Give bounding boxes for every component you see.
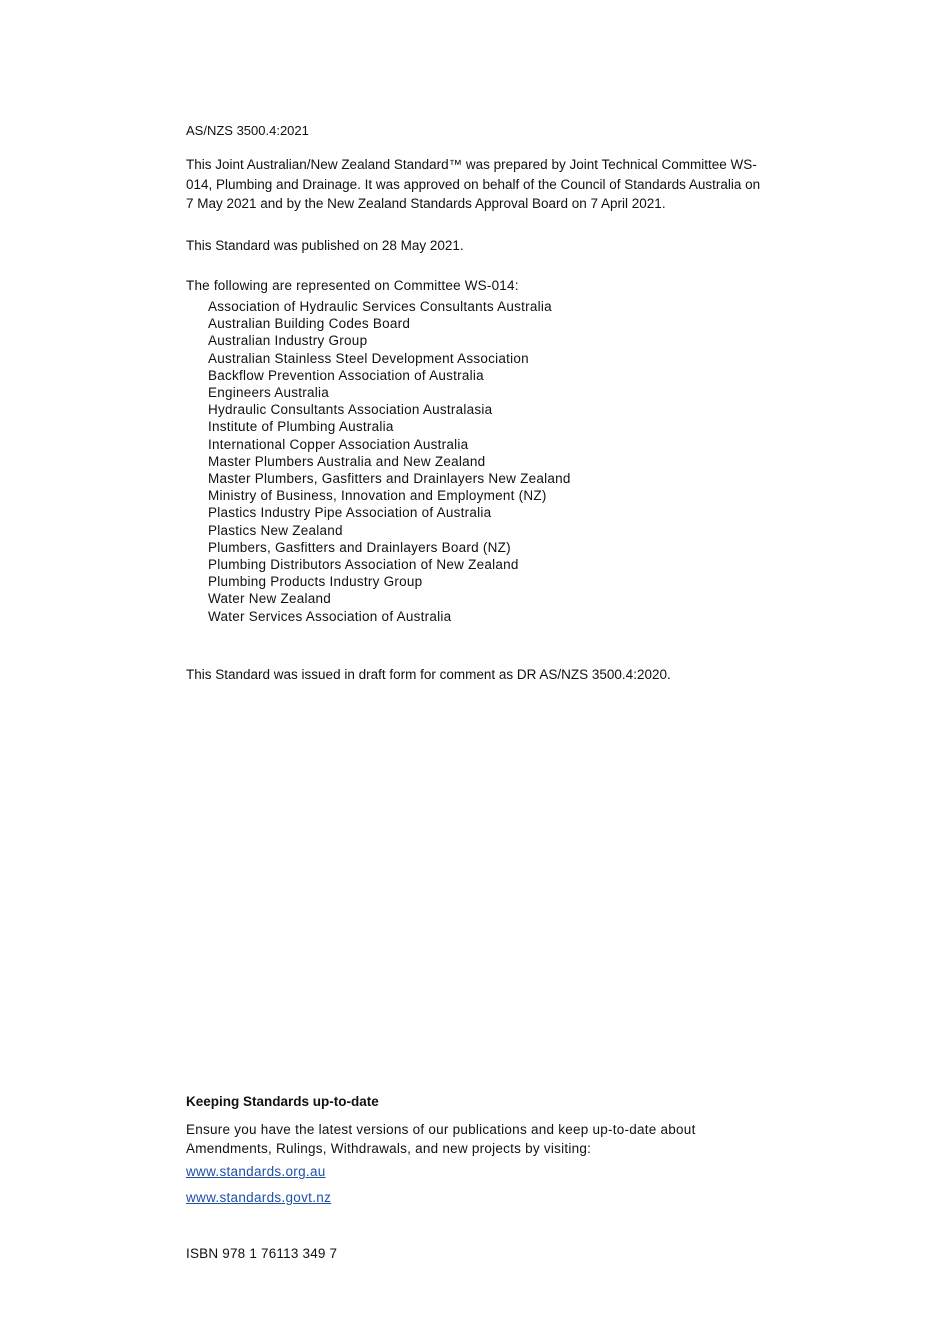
list-item: Australian Industry Group — [208, 333, 368, 349]
publication-date-statement: This Standard was published on 28 May 2021. — [186, 238, 464, 253]
list-item: Plumbing Products Industry Group — [208, 574, 423, 590]
preparation-statement: This Joint Australian/New Zealand Standard™ was prepared by Joint Technical Committee WS-014, Plumbing and Drainage. It was approved on behalf of the Council of Standards Australia on 7 May 2021 and by the New Zealand Standards Approval Board on 7 April 2021. — [186, 157, 761, 211]
list-item: Institute of Plumbing Australia — [208, 419, 394, 435]
keeping-up-to-date-heading: Keeping Standards up-to-date — [186, 1094, 379, 1109]
standards-australia-link[interactable]: www.standards.org.au — [186, 1164, 326, 1179]
keeping-up-to-date-text: Ensure you have the latest versions of our publications and keep up-to-date about Amendments, Rulings, Withdrawals, and new projects by visiting: — [186, 1122, 696, 1156]
list-item: Engineers Australia — [208, 385, 330, 401]
list-item: Plumbers, Gasfitters and Drainlayers Board (NZ) — [208, 539, 511, 555]
standards-nz-link[interactable]: www.standards.govt.nz — [186, 1190, 332, 1205]
list-item: Master Plumbers Australia and New Zealand — [208, 453, 486, 469]
list-item: Water New Zealand — [208, 591, 332, 607]
list-item: Backflow Prevention Association of Australia — [208, 367, 484, 383]
list-item: Australian Stainless Steel Development Association — [208, 350, 529, 366]
list-item: Hydraulic Consultants Association Australasia — [208, 402, 493, 418]
standard-number: AS/NZS 3500.4:2021 — [186, 123, 309, 138]
committee-organization-list — [208, 298, 571, 625]
isbn: ISBN 978 1 76113 349 7 — [186, 1246, 338, 1261]
list-item: Master Plumbers, Gasfitters and Drainlayers New Zealand — [208, 471, 571, 487]
list-item: Plumbing Distributors Association of New Zealand — [208, 557, 519, 573]
list-item: Plastics New Zealand — [208, 522, 343, 538]
list-item: International Copper Association Australia — [208, 436, 469, 452]
list-item: Water Services Association of Australia — [208, 608, 452, 624]
draft-note: This Standard was issued in draft form for comment as DR AS/NZS 3500.4:2020. — [186, 667, 671, 682]
list-item: Association of Hydraulic Services Consultants Australia — [208, 299, 552, 314]
committee-heading: The following are represented on Committee WS-014: — [186, 278, 519, 293]
list-item: Plastics Industry Pipe Association of Australia — [208, 505, 492, 521]
list-item: Ministry of Business, Innovation and Employment (NZ) — [208, 488, 547, 504]
list-item: Australian Building Codes Board — [208, 316, 411, 332]
